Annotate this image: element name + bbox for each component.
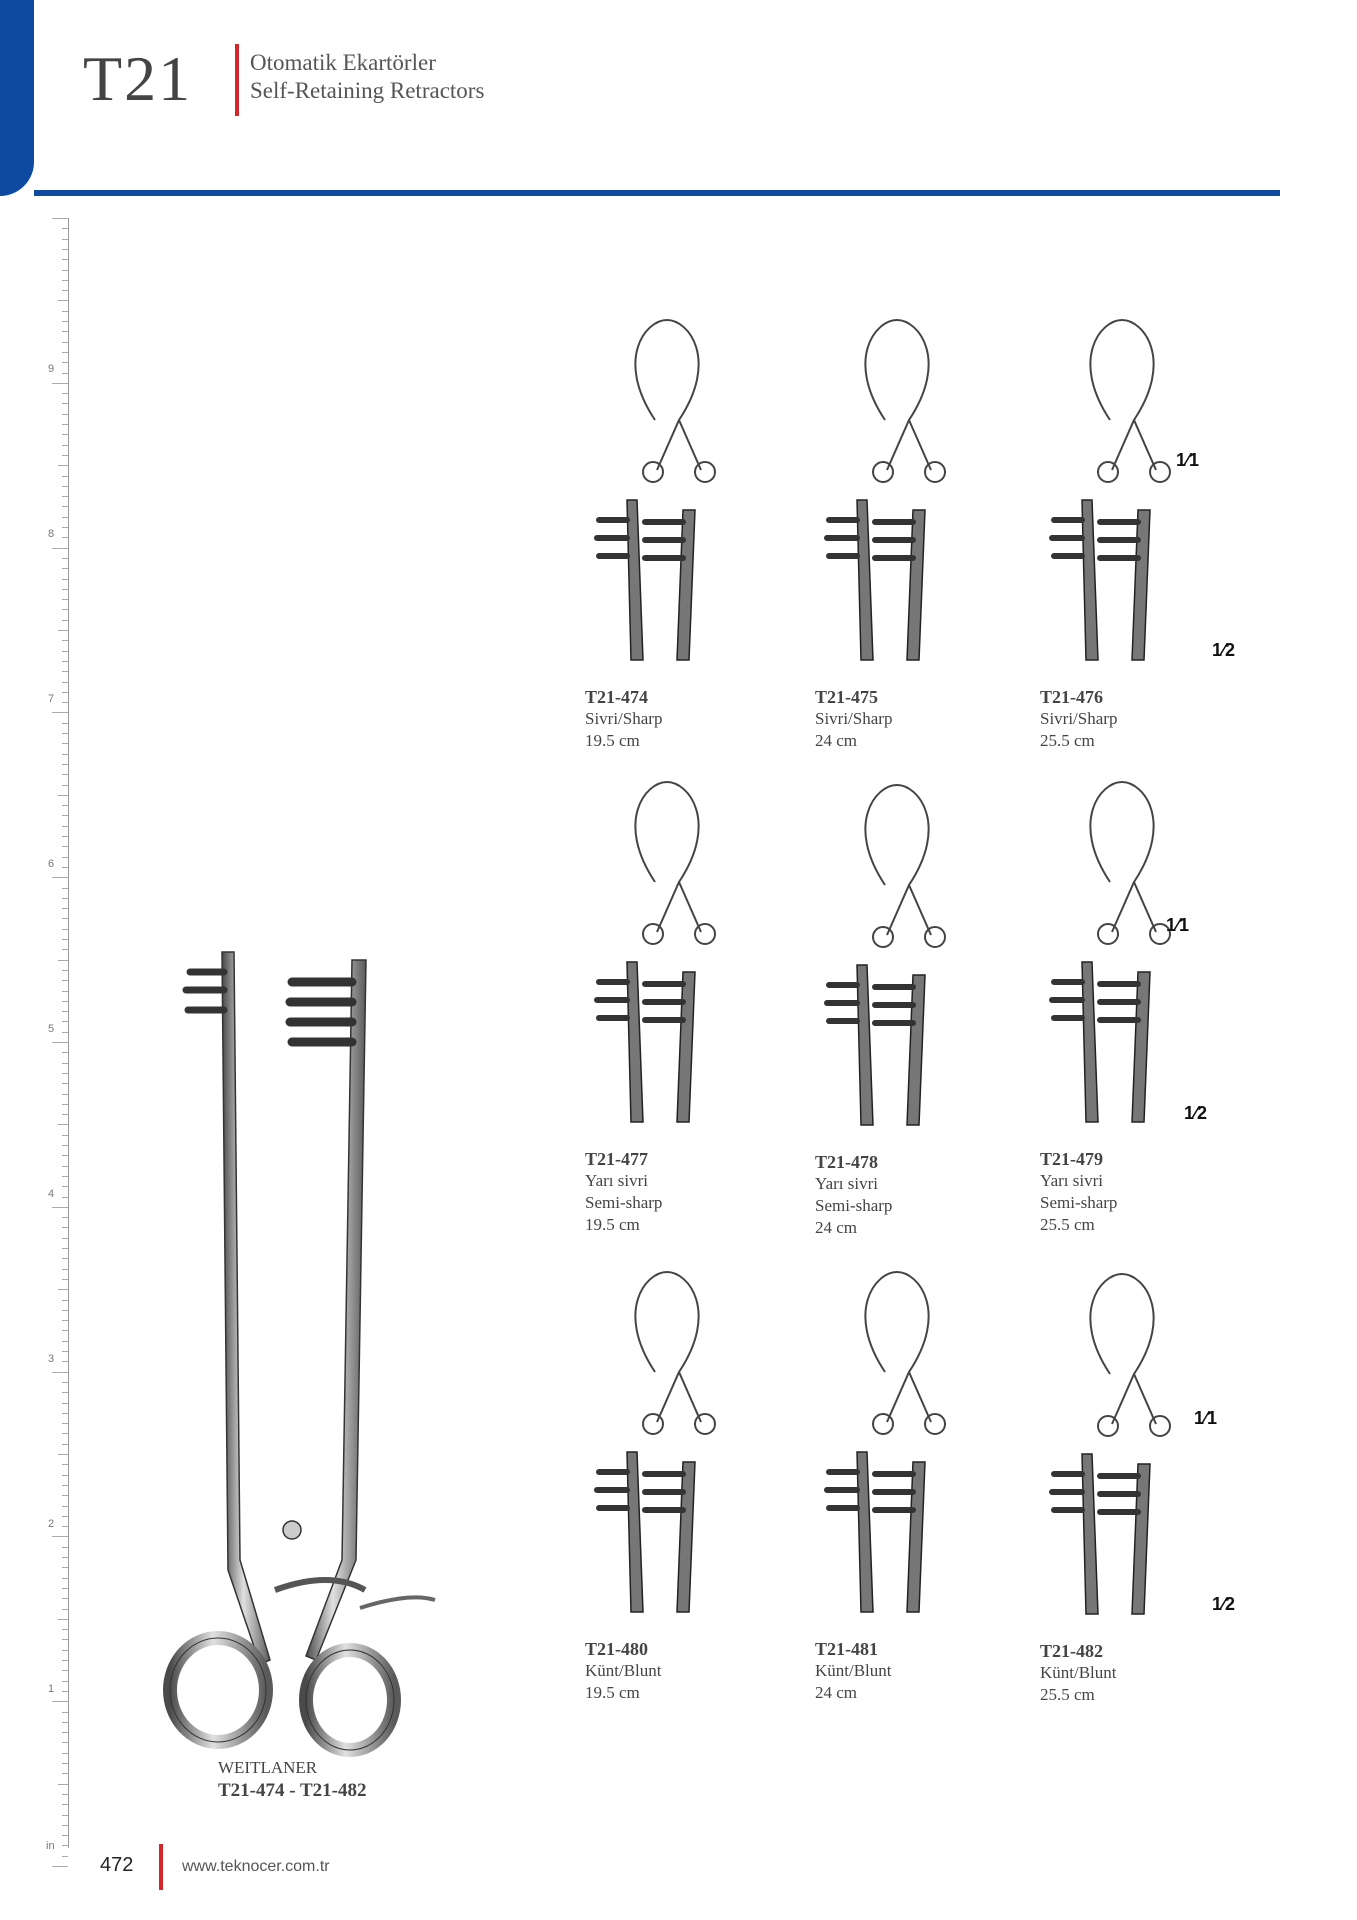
ruler-tick [62,589,68,590]
ruler-tick [62,1464,68,1465]
product-code: T21-478 [815,1152,878,1172]
weitlaner-retractor-illustration [130,940,470,1760]
ruler-tick [58,1124,68,1125]
ruler-tick [62,1382,68,1383]
ruler-tick [62,1423,68,1424]
product-code: T21-474 [585,687,648,707]
ruler-tick [52,218,68,219]
ruler-tick [62,476,68,477]
ruler-tick [58,300,68,301]
ruler-tick [62,1227,68,1228]
ruler-tick [62,754,68,755]
ruler-number: 6 [48,858,55,870]
ruler-tick [62,445,68,446]
product-label [1040,1148,1117,1236]
ruler-tick [62,1773,68,1774]
ruler-tick [62,661,68,662]
ruler-tick [52,1536,68,1537]
ruler-tick [62,1413,68,1414]
ruler-tick [62,527,68,528]
ruler-tick [62,1516,68,1517]
ruler-tick [62,1650,68,1651]
ruler-tick [62,651,68,652]
retractor-illustration [815,300,1035,680]
retractor-teeth [827,520,913,558]
ruler-tick [62,342,68,343]
retractor-teeth [597,520,683,558]
product-cell [1040,1254,1260,1724]
ruler-tick [62,1176,68,1177]
product-cell [815,1252,1035,1722]
ruler-tick [62,331,68,332]
ruler-tick [62,764,68,765]
ruler-tick [62,1681,68,1682]
ruler-tick [62,908,68,909]
ruler-tick [58,960,68,961]
product-cell [585,762,805,1232]
ruler-tick [62,1238,68,1239]
product-code: T21-482 [1040,1641,1103,1661]
ruler-tick [62,599,68,600]
loop-handle [865,320,945,482]
ruler-tick [62,1557,68,1558]
scale-full-marker: 1⁄1 [1166,915,1190,935]
ruler-tick [62,1722,68,1723]
ruler-tick [62,1166,68,1167]
ruler-tick [62,620,68,621]
ruler-tick [62,702,68,703]
ruler-tick [62,826,68,827]
ruler-tick [62,671,68,672]
ruler-tick [62,1794,68,1795]
ruler-tick [62,362,68,363]
ruler-tick [58,1619,68,1620]
ruler-tick [62,692,68,693]
ruler-tick [62,393,68,394]
ruler-tick [62,517,68,518]
ruler-tick [52,1042,68,1043]
ruler-tick [62,414,68,415]
section-title-tr: Otomatik Ekartörler [250,50,436,75]
ruler-tick [62,1609,68,1610]
ruler-tick [62,867,68,868]
product-type-tr: Künt/Blunt [815,1661,892,1680]
ruler-tick [62,1815,68,1816]
retractor-illustration [1040,300,1260,680]
ruler-number: 5 [48,1023,55,1035]
section-code: T21 [83,43,193,114]
ruler-tick [62,1186,68,1187]
ruler-tick [62,1403,68,1404]
loop-handle [1090,782,1170,944]
loop-handle [865,1272,945,1434]
product-type-tr: Künt/Blunt [1040,1663,1117,1682]
ruler-tick [62,1629,68,1630]
header-rule [34,190,1280,196]
ruler-tick [62,846,68,847]
ruler-tick [62,1763,68,1764]
ruler-tick [62,373,68,374]
loop-handle [865,785,945,947]
product-length: 25.5 cm [1040,1685,1095,1704]
ruler-tick [62,1279,68,1280]
ruler-tick [58,795,68,796]
product-type-tr: Sivri/Sharp [815,709,893,728]
product-label [815,1151,892,1239]
scale-half-marker: 1⁄2 [1212,1594,1236,1614]
ruler-tick [62,1320,68,1321]
product-cell [815,765,1035,1235]
ruler-tick [52,383,68,384]
product-cell [815,300,1035,770]
ruler-tick [62,1691,68,1692]
ruler-tick [62,1825,68,1826]
ruler-tick [62,733,68,734]
ruler-tick [62,1269,68,1270]
ruler-tick [52,712,68,713]
ruler-tick [62,1104,68,1105]
ruler-tick [62,815,68,816]
ruler-tick [62,1392,68,1393]
inch-ruler [44,218,74,1852]
ruler-tick [62,321,68,322]
ruler-tick [58,1454,68,1455]
ruler-tick [62,1114,68,1115]
retractor-teeth [827,985,913,1023]
ruler-tick [62,1444,68,1445]
ruler-tick [62,1804,68,1805]
ruler-tick [62,568,68,569]
ruler-tick [62,785,68,786]
product-cell [1040,762,1260,1232]
ruler-tick [62,980,68,981]
ruler-tick [52,548,68,549]
ruler-tick [62,579,68,580]
ruler-tick [62,723,68,724]
retractor-illustration [1040,1254,1260,1634]
product-type-tr: Yarı sivri [1040,1171,1103,1190]
retractor-teeth [597,1472,683,1510]
product-code: T21-475 [815,687,878,707]
retractor-illustration [815,765,1035,1145]
ruler-tick [62,1073,68,1074]
ruler-tick [62,1578,68,1579]
section-title-en: Self-Retaining Retractors [250,78,485,103]
retractor-illustration [815,1252,1035,1632]
ruler-tick [62,1856,68,1857]
ruler-tick [62,403,68,404]
ruler-tick [62,1083,68,1084]
loop-handle [635,1272,715,1434]
ruler-tick [62,290,68,291]
ruler-tick [62,939,68,940]
ruler-tick [62,1845,68,1846]
header-tab [0,0,34,196]
ruler-tick [62,1753,68,1754]
ruler-tick [62,805,68,806]
product-length: 24 cm [815,1683,858,1702]
product-cell [585,300,805,770]
product-type-en: Semi-sharp [585,1193,663,1212]
ruler-tick [62,1032,68,1033]
product-label [585,1148,662,1236]
scale-half-marker: 1⁄2 [1184,1103,1208,1123]
product-cell [1040,300,1260,770]
product-label [1040,1640,1117,1706]
title-divider [235,44,239,116]
product-type-tr: Sivri/Sharp [1040,709,1118,728]
ruler-tick [52,1372,68,1373]
ruler-tick [62,1588,68,1589]
ruler-tick [62,486,68,487]
ruler-number: 9 [48,363,55,375]
ruler-tick [62,1475,68,1476]
product-type-tr: Yarı sivri [585,1171,648,1190]
ruler-tick [62,682,68,683]
product-code: T21-479 [1040,1149,1103,1169]
ruler-tick [62,1526,68,1527]
ruler-tick [62,888,68,889]
ruler-tick [62,1639,68,1640]
retractor-teeth [1052,982,1138,1020]
ruler-tick [62,239,68,240]
ruler-tick [62,1485,68,1486]
ruler-tick [62,496,68,497]
ruler-tick [62,228,68,229]
ruler-tick [62,991,68,992]
ruler-tick [52,1207,68,1208]
retractor-illustration [585,1252,805,1632]
product-label [815,1638,892,1704]
ruler-tick [62,280,68,281]
scale-full-marker: 1⁄1 [1176,450,1200,470]
ruler-tick [62,609,68,610]
ruler-number: 1 [48,1683,55,1695]
retractor-illustration [585,762,805,1142]
footer-divider [159,1844,163,1890]
ruler-tick [62,352,68,353]
product-code: T21-477 [585,1149,648,1169]
ruler-tick [62,1217,68,1218]
loop-handle [635,782,715,944]
ruler-tick [62,1433,68,1434]
instrument-name: WEITLANER [218,1758,318,1777]
ruler-tick [62,929,68,930]
ruler-tick [62,1248,68,1249]
ruler-tick [62,918,68,919]
ruler-tick [62,1495,68,1496]
page-number: 472 [100,1854,134,1876]
ruler-tick [62,1712,68,1713]
product-type-tr: Künt/Blunt [585,1661,662,1680]
ruler-number: 4 [48,1188,55,1200]
ruler-tick [62,857,68,858]
ruler-tick [62,270,68,271]
ruler-tick [62,1063,68,1064]
product-length: 19.5 cm [585,731,640,750]
ruler-tick [62,1300,68,1301]
ruler-tick [62,1361,68,1362]
product-label [1040,686,1117,752]
product-length: 25.5 cm [1040,731,1095,750]
ruler-tick [62,949,68,950]
ruler-tick [62,743,68,744]
product-length: 19.5 cm [585,1683,640,1702]
ruler-tick [62,898,68,899]
scale-half-marker: 1⁄2 [1212,640,1236,660]
ruler-tick [58,630,68,631]
ruler-tick [62,506,68,507]
ruler-tick [62,1052,68,1053]
ruler-unit: in [46,1840,55,1852]
ruler-tick [62,1351,68,1352]
ruler-axis [68,218,69,1848]
ruler-tick [62,1742,68,1743]
ruler-tick [62,1506,68,1507]
retractor-illustration [585,300,805,680]
ruler-number: 8 [48,528,55,540]
product-cell [585,1252,805,1722]
ruler-tick [62,434,68,435]
ruler-tick [62,455,68,456]
product-code: T21-480 [585,1639,648,1659]
ruler-tick [62,1330,68,1331]
ruler-tick [62,1011,68,1012]
loop-handle [635,320,715,482]
product-label [585,1638,662,1704]
retractor-teeth [1052,520,1138,558]
product-length: 25.5 cm [1040,1215,1095,1234]
ruler-tick [62,1197,68,1198]
product-label [815,686,892,752]
product-type-en: Semi-sharp [815,1196,893,1215]
ruler-tick [62,1310,68,1311]
ruler-number: 2 [48,1518,55,1530]
ruler-tick [62,259,68,260]
ruler-tick [62,1094,68,1095]
ruler-tick [62,1155,68,1156]
ruler-tick [62,970,68,971]
product-label [585,686,662,752]
ruler-tick [52,1866,68,1867]
ruler-tick [62,1021,68,1022]
scale-full-marker: 1⁄1 [1194,1408,1218,1428]
retractor-teeth [597,982,683,1020]
ruler-tick [62,424,68,425]
product-length: 19.5 cm [585,1215,640,1234]
product-type-tr: Yarı sivri [815,1174,878,1193]
product-code: T21-476 [1040,687,1103,707]
ruler-tick [62,1660,68,1661]
loop-handle [1090,1274,1170,1436]
product-code: T21-481 [815,1639,878,1659]
instrument-code-range: T21-474 - T21-482 [218,1780,367,1801]
product-length: 24 cm [815,731,858,750]
ruler-tick [52,877,68,878]
ruler-number: 7 [48,693,55,705]
ruler-tick [62,1732,68,1733]
ruler-tick [58,1784,68,1785]
ruler-tick [62,1598,68,1599]
ruler-tick [62,1567,68,1568]
ruler-tick [62,1135,68,1136]
ruler-tick [58,1289,68,1290]
ruler-tick [62,1835,68,1836]
retractor-illustration [1040,762,1260,1142]
ruler-tick [62,537,68,538]
ruler-tick [62,249,68,250]
ruler-tick [62,1341,68,1342]
loop-handle [1090,320,1170,482]
ruler-tick [62,311,68,312]
website-link[interactable]: www.teknocer.com.tr [182,1858,330,1875]
ruler-tick [62,1670,68,1671]
retractor-teeth [1052,1474,1138,1512]
ruler-tick [62,774,68,775]
ruler-tick [62,1145,68,1146]
ruler-tick [62,1258,68,1259]
ruler-tick [62,558,68,559]
product-length: 24 cm [815,1218,858,1237]
ruler-tick [62,1001,68,1002]
ruler-tick [62,1547,68,1548]
product-type-en: Semi-sharp [1040,1193,1118,1212]
ruler-tick [58,465,68,466]
product-type-tr: Sivri/Sharp [585,709,663,728]
ruler-tick [52,1701,68,1702]
ruler-tick [62,836,68,837]
ruler-tick [62,640,68,641]
ruler-number: 3 [48,1353,55,1365]
retractor-teeth [827,1472,913,1510]
